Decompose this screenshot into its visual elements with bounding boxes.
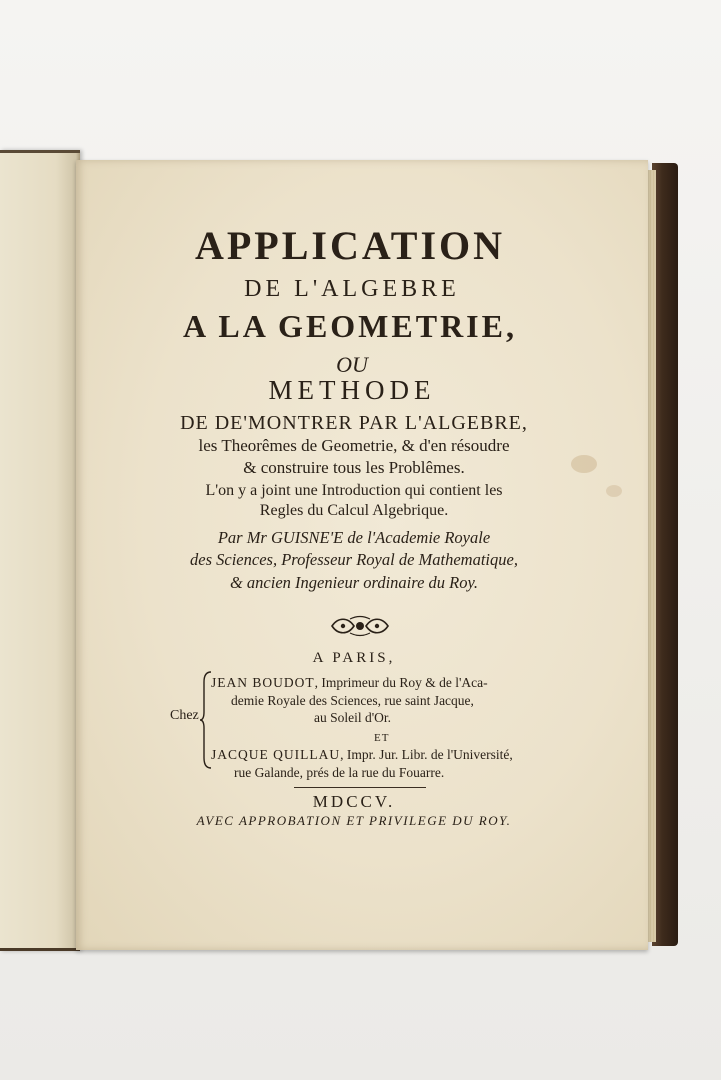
publisher-1-line-1-rest: , Imprimeur du Roy & de l'Aca- [314,675,488,690]
title-page [76,160,648,950]
publisher-1-line-1 [211,675,488,691]
subtitle-line-1: DE L'ALGEBRE [244,276,460,302]
publisher-2-line-1 [211,747,513,763]
publisher-1-line-2: demie Royale des Sciences, rue saint Jacque, [231,693,474,708]
imprint-place: A PARIS, [312,650,396,666]
publisher-1-name: JEAN BOUDOT [211,675,315,690]
subtitle-line-2: A LA GEOMETRIE, [183,308,517,344]
introduction-line: L'on y a joint une Introduction qui contient les [205,482,503,499]
chez-label: Chez [170,708,199,723]
demontrer-line: DE DE'MONTRER PAR L'ALGEBRE, [180,412,528,434]
privilege-line: AVEC APPROBATION ET PRIVILEGE DU ROY. [196,813,512,828]
publisher-2-line-2: rue Galande, prés de la rue du Fouarre. [234,765,445,780]
regles-line: Regles du Calcul Algebrique. [259,502,449,519]
author-line-3: & ancien Ingenieur ordinaire du Roy. [229,573,479,592]
construire-line: & construire tous les Problêmes. [243,458,465,477]
publisher-2-line-1-rest: , Impr. Jur. Libr. de l'Université, [340,747,513,762]
ou-line: OU [336,352,368,377]
book-title: APPLICATION [194,223,506,268]
publisher-2-name: JACQUE QUILLAU [211,747,341,762]
author-line-1: Par Mr GUISNE'E de l'Academie Royale [217,528,491,547]
et-separator: ET [374,732,390,744]
printers-ornament [328,615,392,637]
divider-rule [294,787,426,788]
author-line-2: des Sciences, Professeur Royal de Mathematique, [190,550,518,569]
publisher-1-line-3: au Soleil d'Or. [314,710,392,725]
theoremes-line: les Theorêmes de Geometrie, & d'en résoudre [198,436,510,455]
left-page [0,150,80,951]
methode-line: METHODE [268,375,436,405]
imprint-date: MDCCV. [312,792,396,811]
